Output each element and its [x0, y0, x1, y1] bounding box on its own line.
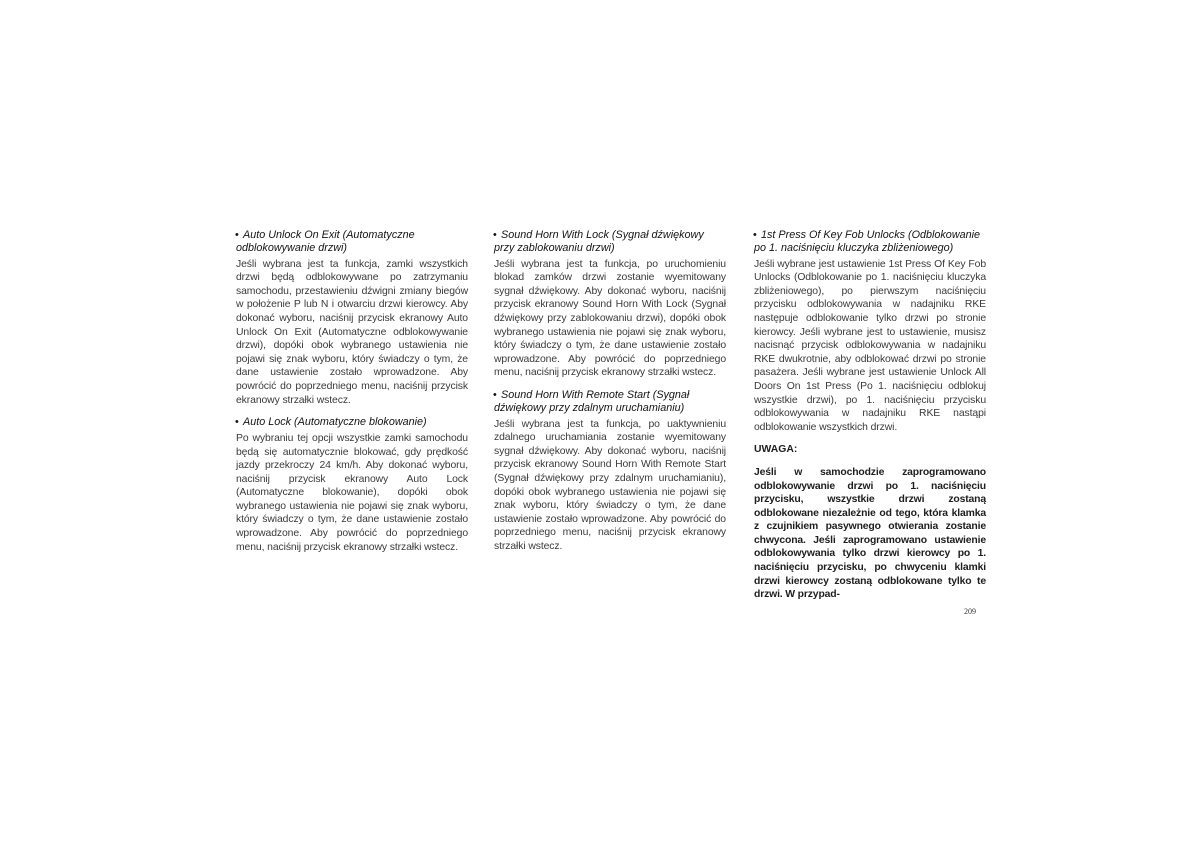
section-body: Jeśli wybrana jest ta funkcja, po uaktywnieniu zdalnego uruchamiania zostanie wyemitowany sygnał dźwiękowy. Aby dokonać wyboru, naciśnij przycisk ekranowy Sound Horn With Remote Start (Sygnał dźwiękowy przy zdalnym uruchamianiu), dopóki obok wybranego ustawienia nie pojawi się znak wyboru, który świadczy o tym, że dane ustawienie zostało wprowadzone. Aby powrócić do poprzedniego menu, naciśnij przycisk ekranowy strzałki wstecz. — [494, 418, 726, 552]
heading-text: Auto Unlock On Exit (Automatyczne odblokowywanie drzwi) — [236, 229, 415, 254]
column-right — [754, 229, 986, 602]
bullet-icon: • — [753, 229, 757, 241]
heading-text: Sound Horn With Lock (Sygnał dźwiękowy przy zablokowaniu drzwi) — [494, 229, 704, 254]
note-body: Jeśli w samochodzie zaprogramowano odblokowywanie drzwi po 1. naciśnięciu przycisku, wszystkie drzwi zostaną odblokowane niezależnie od tego, która klamka z czujnikiem pasywnego otwierania zostanie chwycona. Jeśli zaprogramowano ustawienie odblokowywania tylko drzwi kierowcy po 1. naciśnięciu przycisku, po chwyceniu klamki drzwi kierowcy zostaną odblokowane tylko te drzwi. W przypad- — [754, 466, 986, 601]
page-number: 209 — [964, 607, 976, 616]
heading-text: Sound Horn With Remote Start (Sygnał dźwiękowy przy zdalnym uruchamianiu) — [494, 388, 690, 414]
heading-text: Auto Lock (Automatyczne blokowanie) — [243, 416, 427, 429]
section-heading — [236, 416, 468, 429]
column-left — [236, 229, 468, 563]
section-heading — [494, 229, 726, 255]
heading-text: 1st Press Of Key Fob Unlocks (Odblokowanie po 1. naciśnięciu kluczyka zbliżeniowego) — [754, 229, 981, 254]
bullet-icon: • — [235, 229, 239, 241]
note-title: UWAGA: — [754, 444, 798, 456]
section-heading — [494, 389, 726, 415]
bullet-icon: • — [493, 229, 497, 241]
section-body: Po wybraniu tej opcji wszystkie zamki samochodu będą się automatycznie blokować, gdy prędkość jazdy przekroczy 24 km/h. Aby dokonać wyboru, naciśnij przycisk ekranowy Auto Lock (Automatyczne blokowanie), dopóki obok wybranego ustawienia nie pojawi się znak wyboru, który świadczy o tym, że dane ustawienie zostało wprowadzone. Aby powrócić do poprzedniego menu, naciśnij przycisk ekranowy strzałki wstecz. — [236, 432, 468, 553]
section-body: Jeśli wybrana jest ta funkcja, zamki wszystkich drzwi będą odblokowywane po zatrzymaniu samochodu, przestawieniu dźwigni zmiany biegów w położenie P lub N i otwarciu drzwi kierowcy. Aby dokonać wyboru, naciśnij przycisk ekranowy Auto Unlock On Exit (Automatyczne odblokowywanie drzwi), dopóki obok wybranego ustawienia nie pojawi się znak wyboru, który świadczy o tym, że dane ustawienie zostało wprowadzone. Aby powrócić do poprzedniego menu, naciśnij przycisk ekranowy strzałki wstecz. — [236, 258, 468, 406]
section-heading — [236, 229, 468, 255]
section-body: Jeśli wybrana jest ta funkcja, po uruchomieniu blokad zamków drzwi zostanie wyemitowany sygnał dźwiękowy. Aby dokonać wyboru, naciśnij przycisk ekranowy Sound Horn With Lock (Sygnał dźwiękowy przy zablokowaniu drzwi), dopóki obok wybranego ustawienia nie pojawi się znak wyboru, który świadczy o tym, że dane ustawienie zostało wprowadzone. Aby powrócić do poprzedniego menu, naciśnij przycisk ekranowy strzałki wstecz. — [494, 258, 726, 379]
bullet-icon: • — [493, 388, 497, 401]
section-heading — [754, 229, 986, 255]
column-middle — [494, 229, 726, 562]
section-body: Jeśli wybrane jest ustawienie 1st Press Of Key Fob Unlocks (Odblokowanie po 1. naciśnięciu kluczyka zbliżeniowego), po pierwszym naciśnięciu przycisku odblokowywania w nadajniku RKE następuje odblokowanie tylko drzwi po stronie kierowcy. Jeśli wybrane jest to ustawienie, musisz nacisnąć przycisk odblokowywania w nadajniku RKE dwukrotnie, aby odblokować drzwi po stronie pasażera. Jeśli wybrane jest ustawienie Unlock All Doors On 1st Press (Po 1. naciśnięciu odblokuj wszystkie drzwi), po 1. naciśnięciu przycisku odblokowywania w nadajniku RKE nastąpi odblokowanie wszystkich drzwi. — [754, 258, 986, 433]
bullet-icon: • — [235, 416, 239, 429]
